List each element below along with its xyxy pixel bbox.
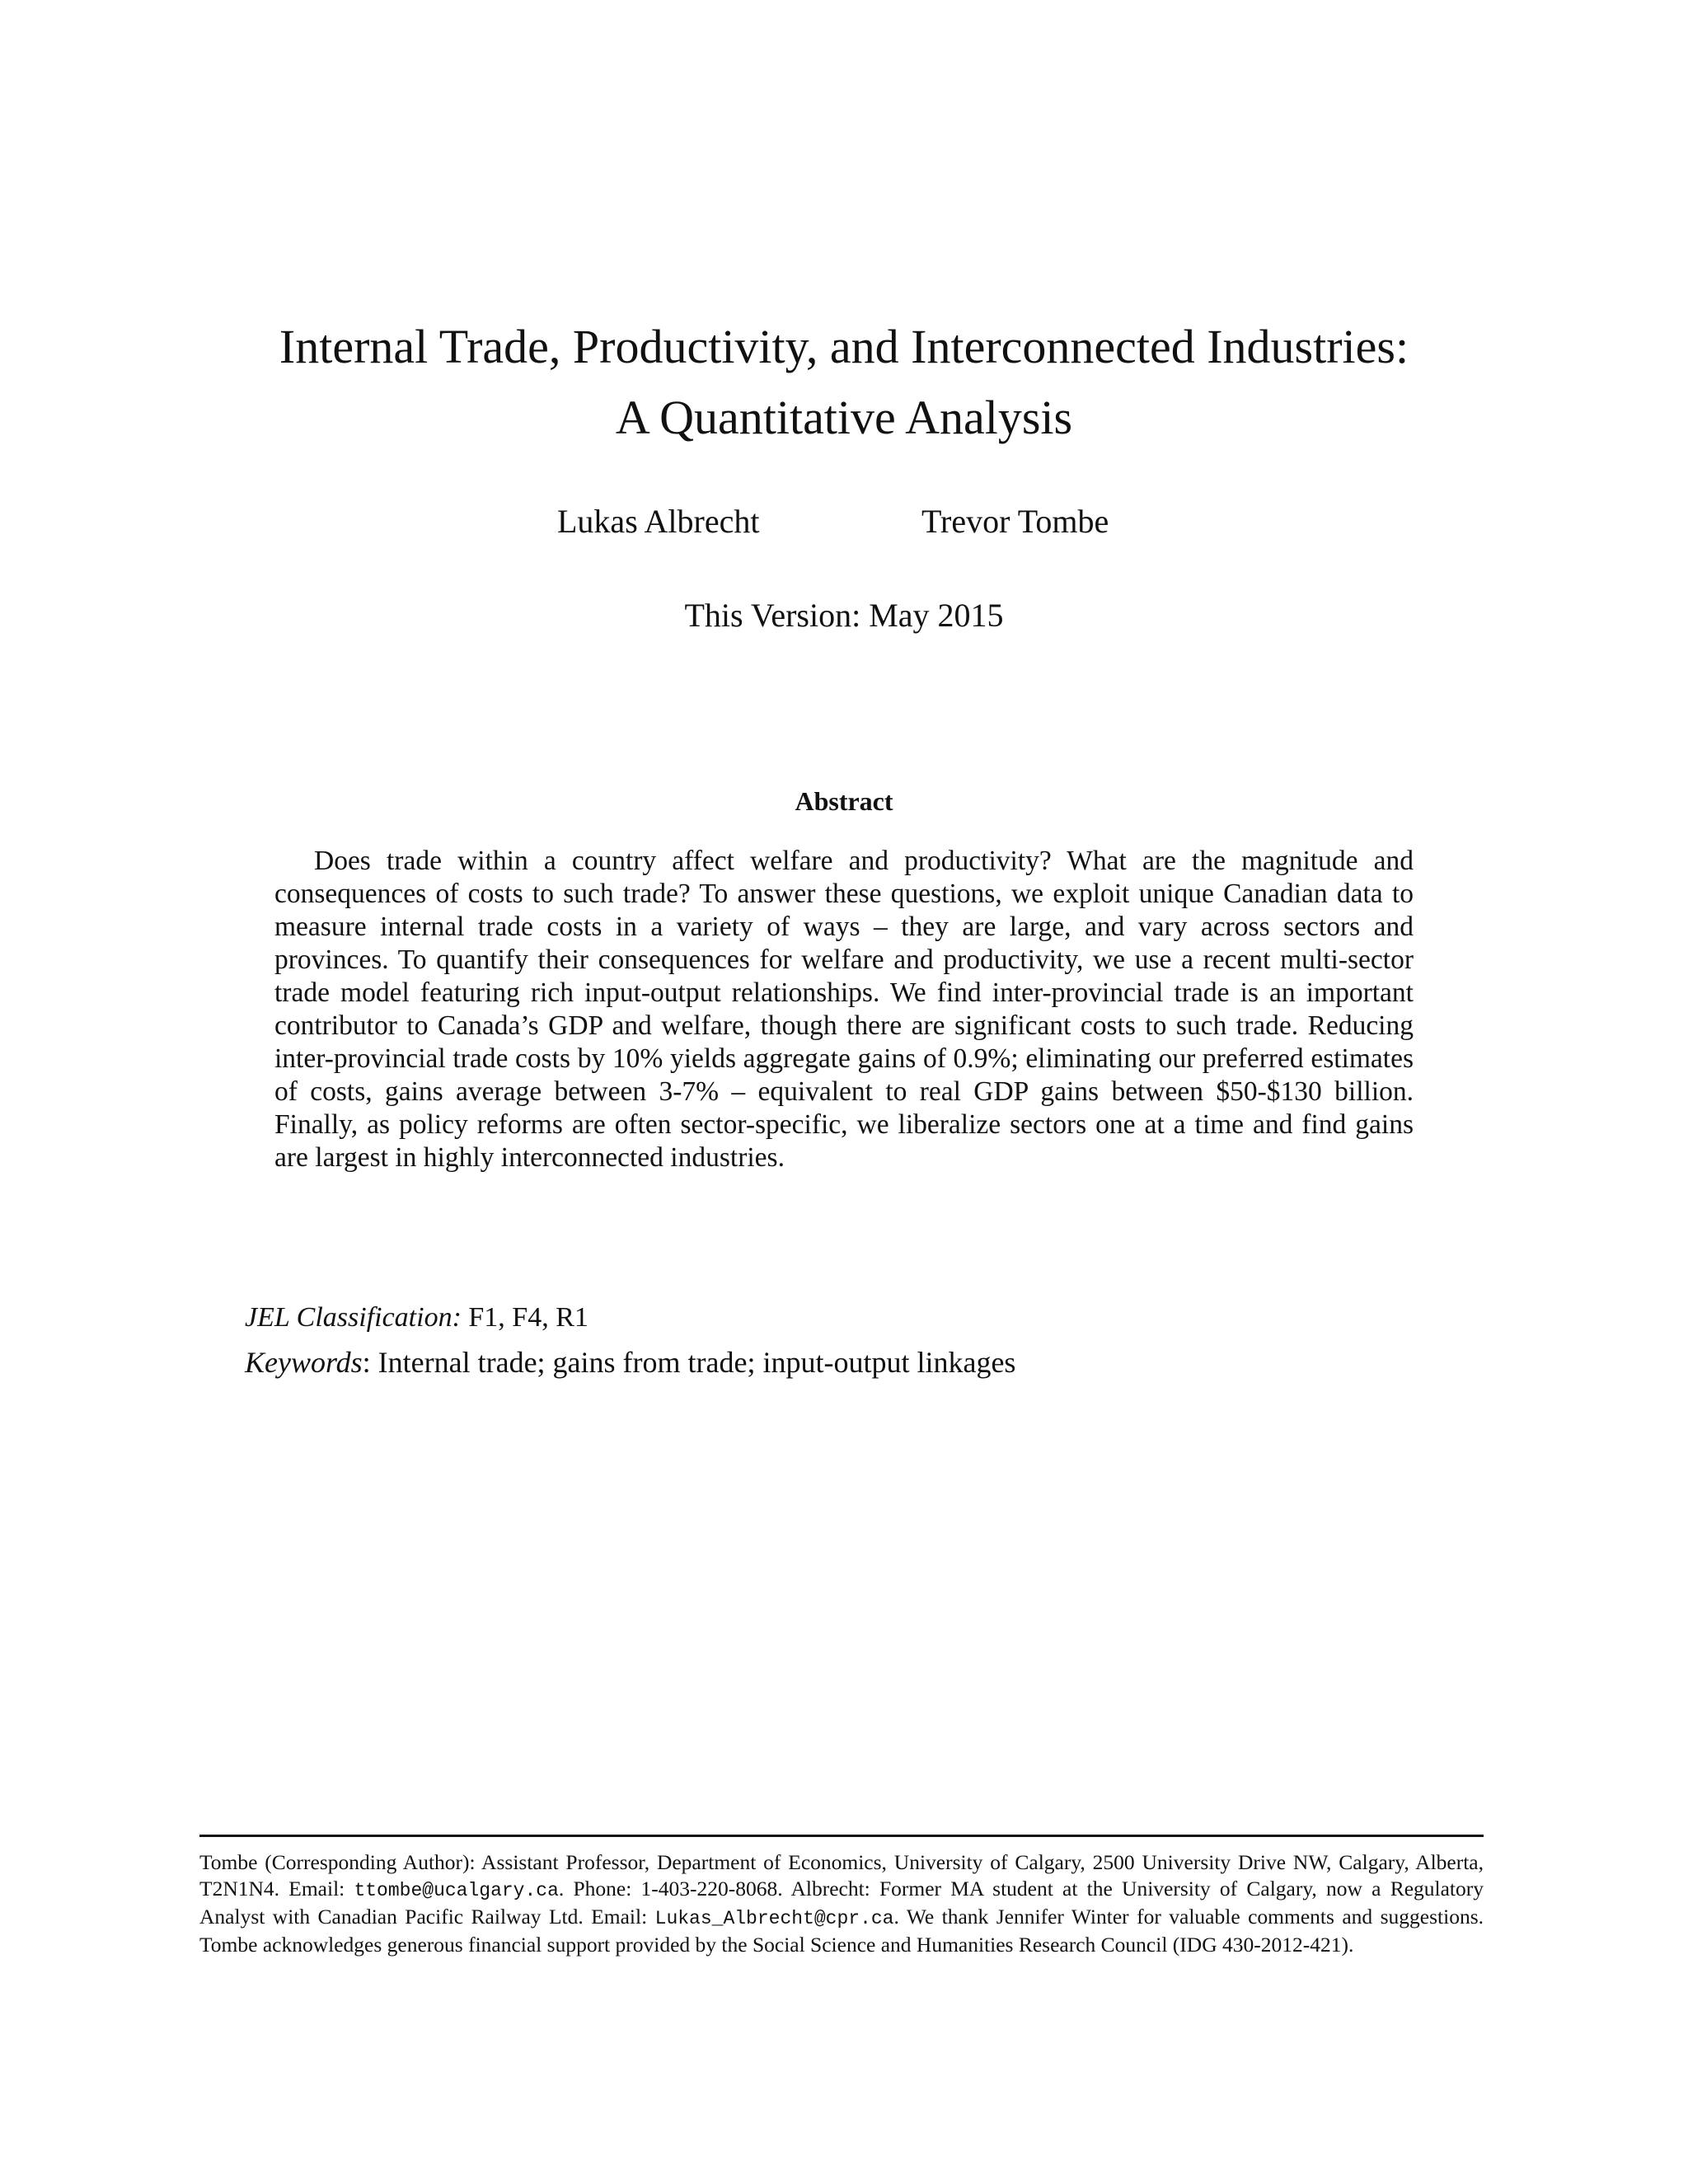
footnote-email-albrecht: Lukas_Albrecht@cpr.ca bbox=[654, 1908, 894, 1929]
keywords-value: : Internal trade; gains from trade; input-output linkages bbox=[362, 1346, 1016, 1379]
footnote-part-1: Tombe (Corresponding Author): Assistant Professor, Department of Economics, University of Calgary, 2500 University Drive NW, Calgary, Alberta, T2N1N4. Email: bbox=[199, 1850, 1484, 1900]
author-albrecht: Lukas Albrecht bbox=[557, 503, 760, 540]
footnote-rule bbox=[199, 1835, 1484, 1837]
title-line-2: A Quantitative Analysis bbox=[615, 391, 1073, 444]
version-date: This Version: May 2015 bbox=[684, 597, 1004, 634]
abstract-heading: Abstract bbox=[795, 786, 893, 816]
author-tombe: Trevor Tombe bbox=[921, 503, 1109, 540]
paper-title bbox=[148, 312, 1540, 453]
footnote bbox=[199, 1849, 1484, 1958]
keywords-label: Keywords bbox=[245, 1346, 363, 1379]
jel-value: F1, F4, R1 bbox=[468, 1302, 588, 1333]
jel-classification bbox=[245, 1297, 1481, 1338]
jel-label: JEL Classification: bbox=[245, 1302, 462, 1333]
title-line-1: Internal Trade, Productivity, and Interconnected Industries: bbox=[279, 320, 1409, 373]
keywords bbox=[245, 1342, 1481, 1383]
footnote-part-2: . Phone: 1-403-220-8068. Albrecht: Former MA student at the University of Calgary, now a Regulatory Analyst with Canadian Pacific Railway Ltd. Email: bbox=[199, 1877, 1484, 1929]
footnote-part-3: . We thank Jennifer Winter for valuable comments and suggestions. Tombe acknowledges generous financial support provided by the Social Science and Humanities Research Council (IDG 430-2012-421). bbox=[199, 1905, 1484, 1957]
abstract-body: Does trade within a country affect welfare and productivity? What are the magnitude and consequences of costs to such trade? To answer these questions, we exploit unique Canadian data to measure internal trade costs in a variety of ways – they are large, and vary across sectors and provinces. To quantify their consequences for welfare and productivity, we use a recent multi-sector trade model featuring rich input-output relationships. We find inter-provincial trade is an important contributor to Canada’s GDP and welfare, though there are significant costs to such trade. Reducing inter-provincial trade costs by 10% yields aggregate gains of 0.9%; eliminating our preferred estimates of costs, gains average between 3-7% – equivalent to real GDP gains between $50-$130 billion. Finally, as policy reforms are often sector-specific, we liberalize sectors one at a time and find gains are largest in highly interconnected industries. bbox=[274, 846, 1414, 1173]
footnote-email-tombe: ttombe@ucalgary.ca bbox=[354, 1880, 559, 1901]
